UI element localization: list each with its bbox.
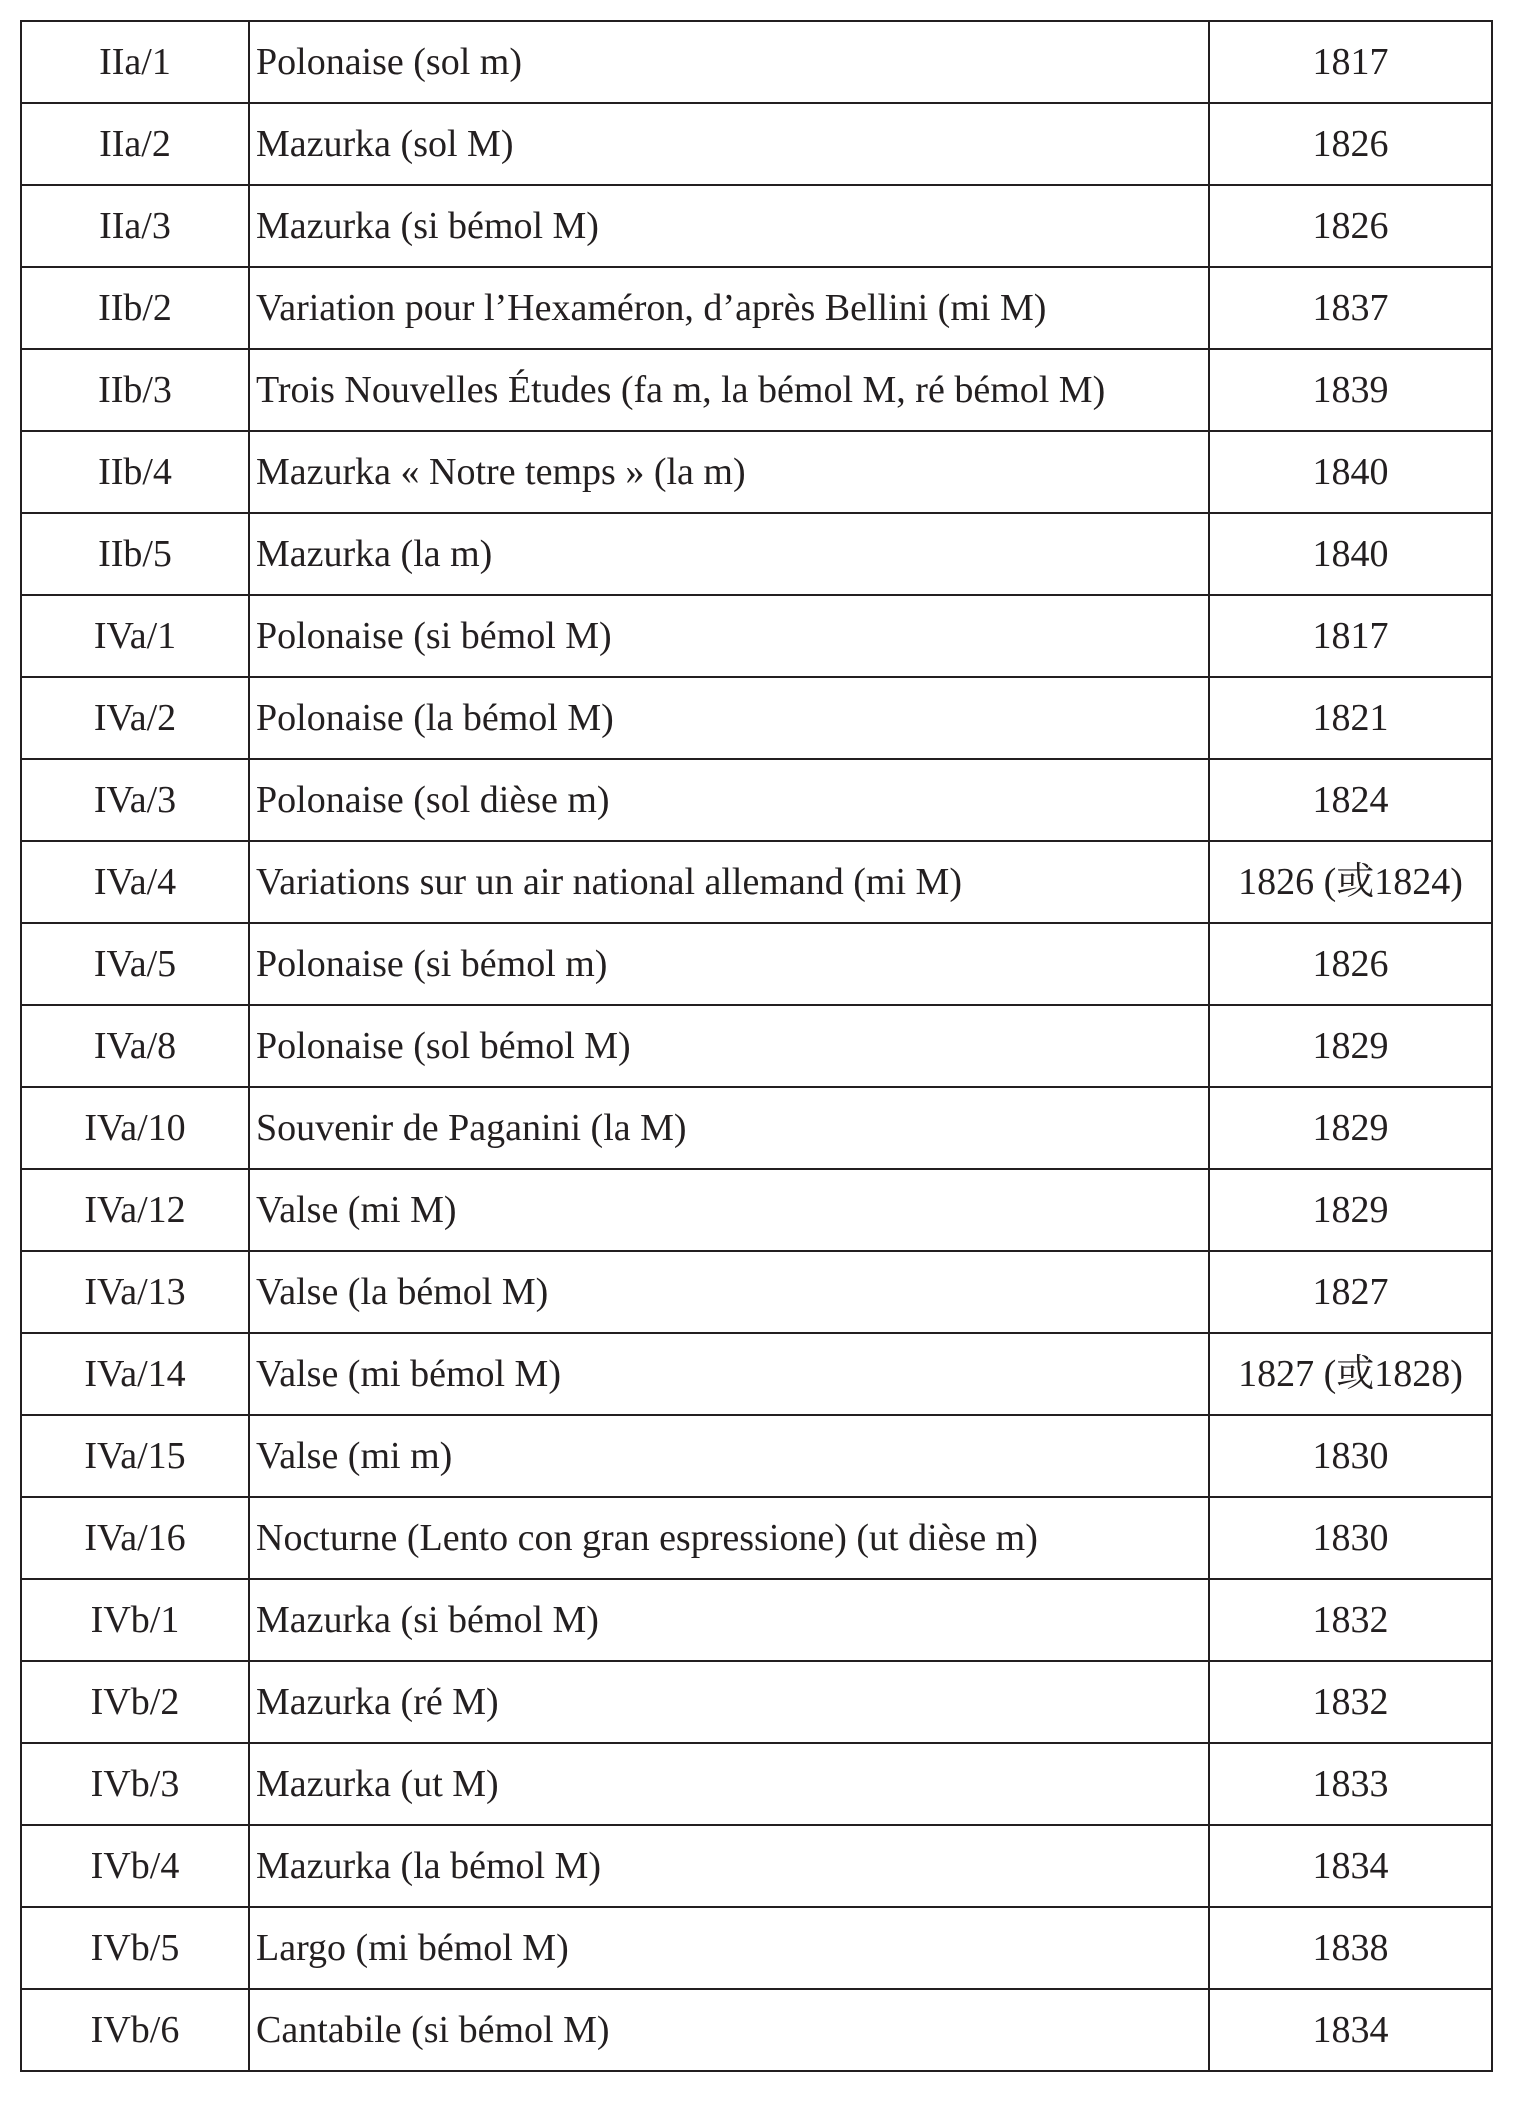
table-row xyxy=(21,1825,1492,1907)
catalog-cell: IVa/4 xyxy=(21,841,249,923)
year-cell: 1838 xyxy=(1209,1907,1492,1989)
title-cell: Polonaise (sol bémol M) xyxy=(249,1005,1209,1087)
title-cell: Valse (mi m) xyxy=(249,1415,1209,1497)
title-cell: Polonaise (la bémol M) xyxy=(249,677,1209,759)
title-cell: Variations sur un air national allemand (mi M) xyxy=(249,841,1209,923)
catalog-cell: IIb/3 xyxy=(21,349,249,431)
catalog-cell: IIa/2 xyxy=(21,103,249,185)
catalog-cell: IIb/2 xyxy=(21,267,249,349)
catalog-cell: IVa/10 xyxy=(21,1087,249,1169)
catalog-cell: IIb/4 xyxy=(21,431,249,513)
year-cell: 1840 xyxy=(1209,513,1492,595)
table-row xyxy=(21,1169,1492,1251)
table-row xyxy=(21,1989,1492,2071)
title-cell: Valse (la bémol M) xyxy=(249,1251,1209,1333)
title-cell: Polonaise (si bémol M) xyxy=(249,595,1209,677)
table-row xyxy=(21,185,1492,267)
table-row xyxy=(21,103,1492,185)
year-cell: 1829 xyxy=(1209,1005,1492,1087)
title-cell: Cantabile (si bémol M) xyxy=(249,1989,1209,2071)
title-cell: Polonaise (sol dièse m) xyxy=(249,759,1209,841)
catalog-cell: IVa/8 xyxy=(21,1005,249,1087)
table-row xyxy=(21,267,1492,349)
table-row xyxy=(21,1497,1492,1579)
table-row xyxy=(21,677,1492,759)
year-cell: 1817 xyxy=(1209,21,1492,103)
catalog-cell: IIa/1 xyxy=(21,21,249,103)
works-table xyxy=(20,20,1493,2072)
catalog-cell: IVa/13 xyxy=(21,1251,249,1333)
catalog-cell: IVa/3 xyxy=(21,759,249,841)
year-cell: 1837 xyxy=(1209,267,1492,349)
catalog-cell: IVa/1 xyxy=(21,595,249,677)
catalog-cell: IVa/2 xyxy=(21,677,249,759)
title-cell: Mazurka (la bémol M) xyxy=(249,1825,1209,1907)
table-row xyxy=(21,1333,1492,1415)
catalog-cell: IVb/5 xyxy=(21,1907,249,1989)
year-cell: 1832 xyxy=(1209,1661,1492,1743)
year-cell: 1834 xyxy=(1209,1989,1492,2071)
title-cell: Variation pour l’Hexaméron, d’après Bellini (mi M) xyxy=(249,267,1209,349)
table-row xyxy=(21,1087,1492,1169)
title-cell: Mazurka (ut M) xyxy=(249,1743,1209,1825)
year-cell: 1829 xyxy=(1209,1169,1492,1251)
catalog-cell: IVa/15 xyxy=(21,1415,249,1497)
year-cell: 1840 xyxy=(1209,431,1492,513)
year-cell: 1824 xyxy=(1209,759,1492,841)
title-cell: Mazurka (si bémol M) xyxy=(249,1579,1209,1661)
table-row xyxy=(21,431,1492,513)
title-cell: Polonaise (sol m) xyxy=(249,21,1209,103)
catalog-cell: IVa/16 xyxy=(21,1497,249,1579)
year-cell: 1829 xyxy=(1209,1087,1492,1169)
year-cell: 1839 xyxy=(1209,349,1492,431)
table-row xyxy=(21,923,1492,1005)
title-cell: Nocturne (Lento con gran espressione) (ut dièse m) xyxy=(249,1497,1209,1579)
catalog-cell: IVb/6 xyxy=(21,1989,249,2071)
table-row xyxy=(21,1907,1492,1989)
title-cell: Valse (mi M) xyxy=(249,1169,1209,1251)
catalog-cell: IVb/3 xyxy=(21,1743,249,1825)
title-cell: Trois Nouvelles Études (fa m, la bémol M, ré bémol M) xyxy=(249,349,1209,431)
catalog-cell: IVb/1 xyxy=(21,1579,249,1661)
catalog-cell: IVa/5 xyxy=(21,923,249,1005)
title-cell: Mazurka (ré M) xyxy=(249,1661,1209,1743)
table-row xyxy=(21,349,1492,431)
year-cell: 1834 xyxy=(1209,1825,1492,1907)
table-row xyxy=(21,1579,1492,1661)
table-row xyxy=(21,21,1492,103)
table-row xyxy=(21,1743,1492,1825)
year-cell: 1827 xyxy=(1209,1251,1492,1333)
table-row xyxy=(21,595,1492,677)
table-row xyxy=(21,513,1492,595)
catalog-cell: IVa/14 xyxy=(21,1333,249,1415)
table-row xyxy=(21,759,1492,841)
year-cell: 1827 (或1828) xyxy=(1209,1333,1492,1415)
table-row xyxy=(21,1005,1492,1087)
year-cell: 1832 xyxy=(1209,1579,1492,1661)
year-cell: 1826 (或1824) xyxy=(1209,841,1492,923)
year-cell: 1821 xyxy=(1209,677,1492,759)
works-table-body xyxy=(21,21,1492,2071)
catalog-cell: IVb/4 xyxy=(21,1825,249,1907)
title-cell: Valse (mi bémol M) xyxy=(249,1333,1209,1415)
table-row xyxy=(21,1415,1492,1497)
year-cell: 1830 xyxy=(1209,1497,1492,1579)
catalog-cell: IIb/5 xyxy=(21,513,249,595)
title-cell: Mazurka (sol M) xyxy=(249,103,1209,185)
year-cell: 1833 xyxy=(1209,1743,1492,1825)
title-cell: Polonaise (si bémol m) xyxy=(249,923,1209,1005)
catalog-cell: IVb/2 xyxy=(21,1661,249,1743)
year-cell: 1826 xyxy=(1209,185,1492,267)
catalog-cell: IIa/3 xyxy=(21,185,249,267)
title-cell: Mazurka (si bémol M) xyxy=(249,185,1209,267)
catalog-cell: IVa/12 xyxy=(21,1169,249,1251)
year-cell: 1826 xyxy=(1209,103,1492,185)
title-cell: Largo (mi bémol M) xyxy=(249,1907,1209,1989)
title-cell: Mazurka « Notre temps » (la m) xyxy=(249,431,1209,513)
table-row xyxy=(21,841,1492,923)
title-cell: Souvenir de Paganini (la M) xyxy=(249,1087,1209,1169)
year-cell: 1817 xyxy=(1209,595,1492,677)
table-row xyxy=(21,1251,1492,1333)
year-cell: 1830 xyxy=(1209,1415,1492,1497)
year-cell: 1826 xyxy=(1209,923,1492,1005)
title-cell: Mazurka (la m) xyxy=(249,513,1209,595)
table-row xyxy=(21,1661,1492,1743)
